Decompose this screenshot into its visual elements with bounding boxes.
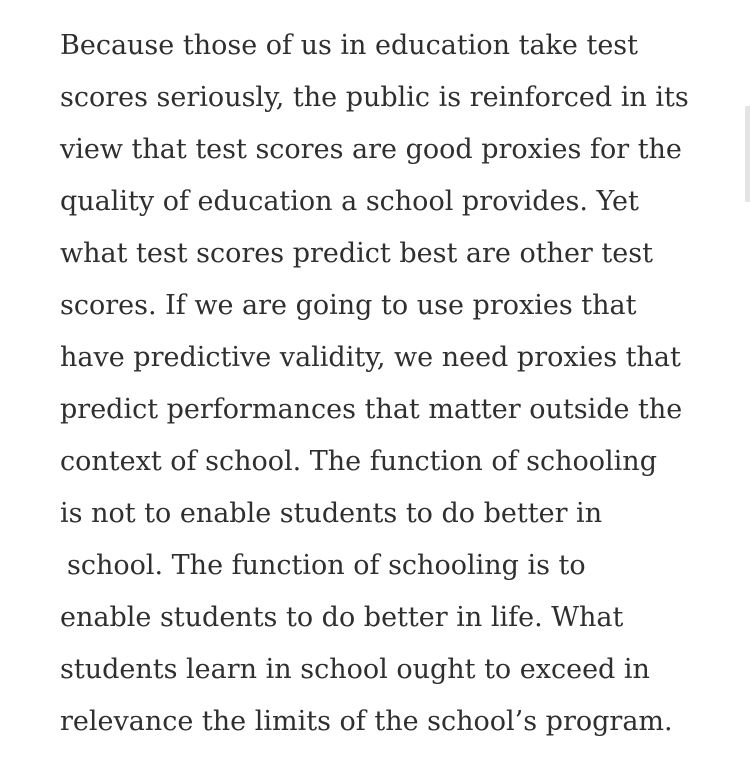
text-line: predict performances that matter outside the bbox=[60, 394, 683, 425]
text-line: what test scores predict best are other test bbox=[60, 238, 653, 269]
text-line: Because those of us in education take test bbox=[60, 30, 639, 61]
text-line: is not to enable students to do better in bbox=[60, 498, 603, 529]
text-line: scores seriously, the public is reinforced in its bbox=[60, 82, 689, 113]
text-line: school. The function of schooling is to bbox=[67, 550, 586, 581]
text-line: view that test scores are good proxies for the bbox=[60, 134, 682, 165]
text-line: relevance the limits of the school’s program. bbox=[60, 706, 673, 737]
text-line: quality of education a school provides. Yet bbox=[60, 186, 639, 217]
text-line: scores. If we are going to use proxies that bbox=[60, 290, 637, 321]
scroll-indicator bbox=[745, 106, 750, 202]
text-line: context of school. The function of schooling bbox=[60, 446, 657, 477]
text-line: students learn in school ought to exceed in bbox=[60, 654, 650, 685]
quote-paragraph bbox=[60, 20, 700, 748]
text-line: enable students to do better in life. What bbox=[60, 602, 624, 633]
text-line: have predictive validity, we need proxies that bbox=[60, 342, 681, 373]
